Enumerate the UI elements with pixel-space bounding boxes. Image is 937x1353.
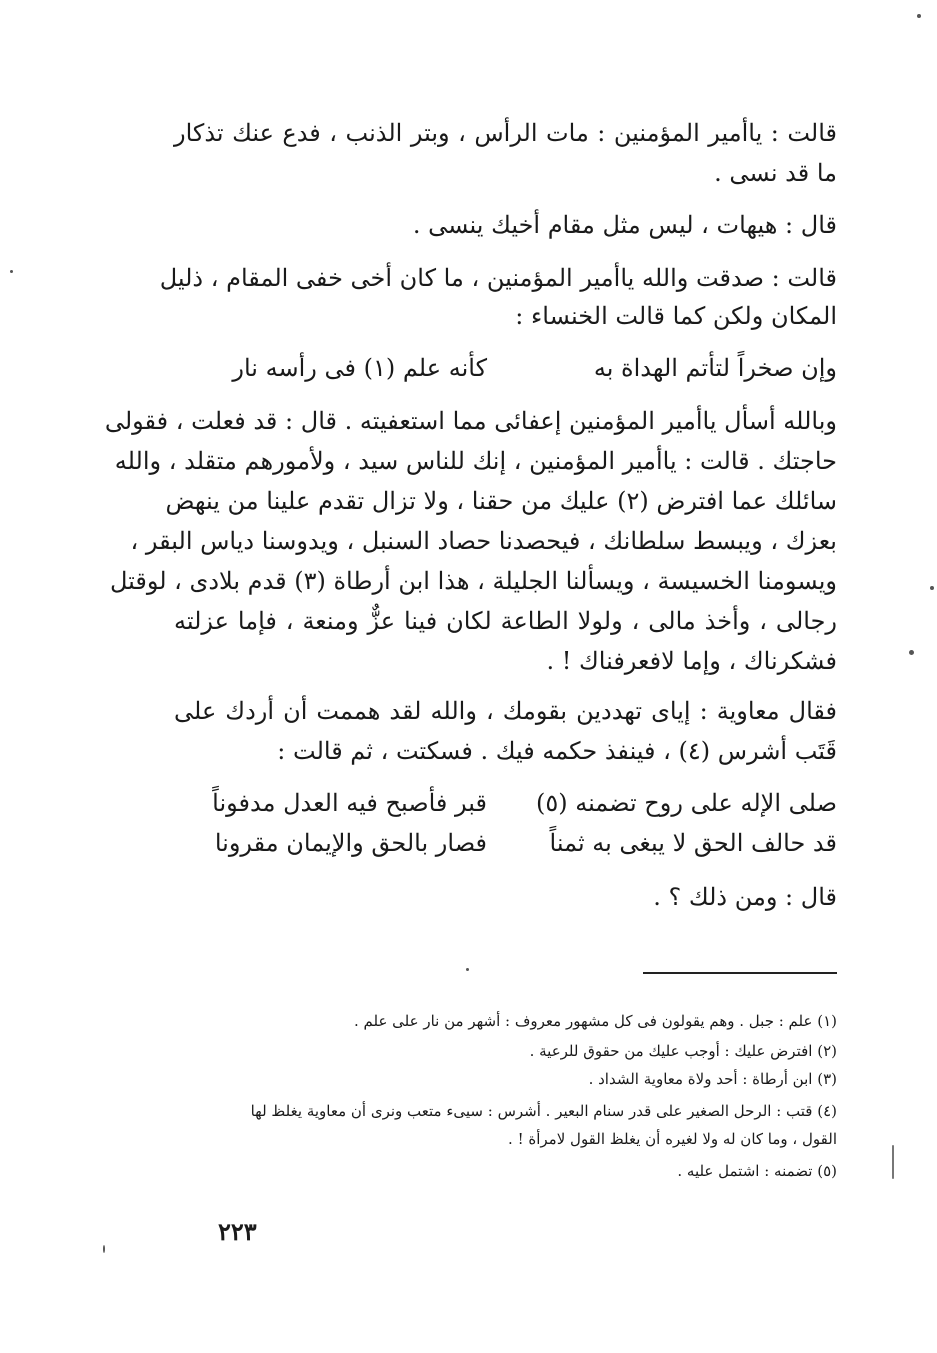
body-line: ما قد نسى . [714, 159, 837, 187]
scan-speck [930, 586, 934, 590]
body-line: قال : هيهات ، ليس مثل مقام أخيك ينسى . [412, 211, 837, 239]
paragraph-line: وبالله أسأل ياأمير المؤمنين إعفائى مما استعفيته . قال : قد فعلت ، فقولى [104, 407, 837, 435]
body-line: المكان ولكن كما قالت الخنساء : [515, 302, 837, 330]
body-line: قالت : ياأمير المؤمنين : مات الرأس ، وبتر الذنب ، فدع عنك تذكار [174, 119, 837, 147]
paragraph-line: قَتَب أشرس (٤) ، فينفذ حكمه فيك . فسكتت ، ثم قالت : [277, 737, 837, 765]
paragraph-line: فقال معاوية : إياى تهددين بقومك ، والله لقد هممت أن أردك على [174, 697, 837, 725]
verse-hemistich-right: صلى الإله على روح تضمنه (٥) [535, 789, 837, 817]
paragraph-line: رجالى ، وأخذ مالى ، ولولا الطاعة لكان فينا عزٌّ ومنعة ، فإما عزلته [174, 607, 837, 635]
verse-hemistich-right: وإن صخراً لتأتم الهداة به [593, 354, 837, 382]
paragraph-line: ويسومنا الخسيسة ، ويسألنا الجليلة ، هذا ابن أرطاة (٣) قدم بلادى ، لوقتل [109, 567, 837, 595]
verse-hemistich-left: فصار بالحق والإيمان مقرونا [214, 829, 487, 857]
scan-speck [10, 270, 13, 273]
scan-speck [909, 650, 914, 655]
scan-speck [466, 968, 469, 971]
footnote: (٢) افترض عليك : أوجب عليك من حقوق للرعية . [529, 1042, 837, 1060]
footnote: (١) علم : جبل . وهم يقولون فى كل مشهور معروف : أشهر من نار على علم . [353, 1012, 837, 1030]
body-line: قال : ومن ذلك ؟ . [653, 883, 837, 911]
verse-hemistich-right: قد حالف الحق لا يبغى به ثمناً [549, 829, 837, 857]
footnote: (٣) ابن أرطاة : أحد ولاة معاوية الشداد . [588, 1070, 837, 1088]
verse-hemistich-left: قبر فأصبح فيه العدل مدفوناً [212, 789, 487, 817]
paragraph-line: سائلك عما افترض (٢) عليك من حقنا ، ولا تزال تقدم علينا من ينهض [165, 487, 837, 515]
paragraph-line: حاجتك . قالت : ياأمير المؤمنين ، إنك للناس سيد ، ولأمورهم متقلد ، والله [114, 447, 837, 475]
paragraph-line: فشكرناك ، وإما لافعرفناك ! . [546, 647, 837, 675]
footnote: القول ، وما كان له ولا لغيره أن يغلظ القول لامرأة ! . [508, 1130, 837, 1148]
footnote-divider [643, 972, 837, 974]
paragraph-line: بعزك ، ويبسط سلطانك ، فيحصدنا حصاد السنبل ، ويدوسنا دياس البقر ، [130, 527, 837, 555]
scan-speck [103, 1245, 105, 1253]
scan-mark [892, 1145, 894, 1179]
footnote: (٥) تضمنه : اشتمل عليه . [677, 1162, 837, 1180]
verse-hemistich-left: كأنه علم (١) فى رأسه نار [232, 354, 487, 382]
scan-speck [917, 14, 921, 18]
body-line: قالت : صدقت والله ياأمير المؤمنين ، ما كان أخى خفى المقام ، ذليل [159, 264, 837, 292]
page-number: ٢٢٣ [218, 1217, 257, 1246]
footnote: (٤) قتب : الرحل الصغير على قدر سنام البعير . أشرس : سيىء متعب ونرى أن معاوية يغلظ لها [250, 1102, 837, 1120]
